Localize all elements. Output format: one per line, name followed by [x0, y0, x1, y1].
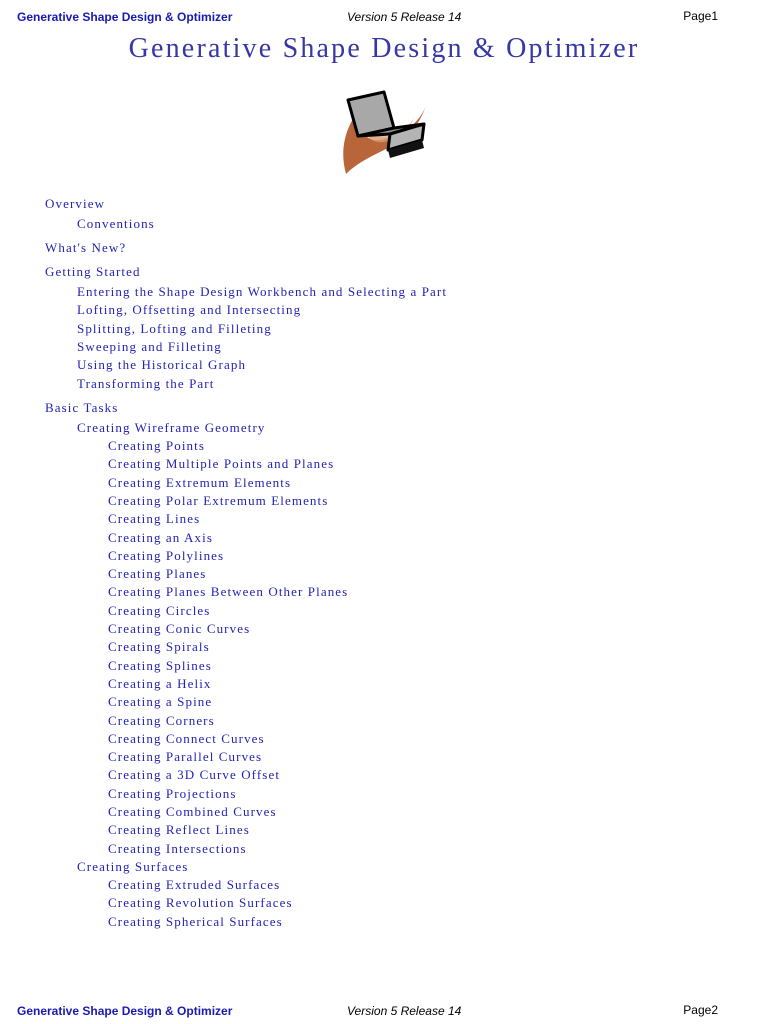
toc-link-basic-tasks[interactable]: Basic Tasks: [45, 400, 119, 415]
toc-link[interactable]: Creating Lines: [108, 511, 201, 527]
toc-link-whats-new[interactable]: What's New?: [45, 240, 127, 255]
toc-link-creating-surfaces[interactable]: Creating Surfaces: [77, 859, 189, 874]
toc-link-getting-started[interactable]: Getting Started: [45, 264, 141, 279]
toc-link[interactable]: Creating Points: [108, 438, 206, 453]
toc-link[interactable]: Creating Spherical Surfaces: [108, 913, 283, 929]
toc-link-conventions[interactable]: Conventions: [77, 216, 155, 231]
toc-link[interactable]: Creating Extruded Surfaces: [108, 877, 281, 892]
toc-link[interactable]: Creating Polylines: [108, 547, 225, 563]
toc-link[interactable]: Creating Planes Between Other Planes: [108, 584, 349, 600]
toc-link[interactable]: Lofting, Offsetting and Intersecting: [77, 302, 302, 318]
toc-link[interactable]: Creating Revolution Surfaces: [108, 895, 293, 911]
footer-page-number: Page2: [683, 1003, 718, 1017]
toc-link-overview[interactable]: Overview: [45, 196, 106, 211]
toc-link[interactable]: Creating Spirals: [108, 639, 210, 655]
toc-link[interactable]: Transforming the Part: [77, 375, 215, 391]
footer-version: Version 5 Release 14: [347, 1004, 462, 1018]
page-header: [0, 0, 768, 30]
footer-doc-title: Generative Shape Design & Optimizer: [17, 1004, 233, 1018]
toc-link[interactable]: Creating Splines: [108, 657, 212, 673]
toc-link[interactable]: Creating Conic Curves: [108, 621, 251, 636]
toc-link[interactable]: Using the Historical Graph: [77, 357, 247, 373]
toc-link-creating-wireframe-geometry[interactable]: Creating Wireframe Geometry: [77, 420, 266, 435]
page-footer: [0, 996, 768, 1024]
header-doc-title: Generative Shape Design & Optimizer: [17, 10, 233, 24]
shape-design-workbench-icon: [338, 88, 430, 176]
toc-link[interactable]: Creating a Spine: [108, 694, 213, 710]
toc-link[interactable]: Sweeping and Filleting: [77, 338, 222, 354]
toc-link[interactable]: Creating Planes: [108, 566, 207, 582]
toc-link[interactable]: Creating a Helix: [108, 675, 212, 691]
toc-link[interactable]: Creating Connect Curves: [108, 730, 265, 746]
toc-link[interactable]: Creating Multiple Points and Planes: [108, 456, 335, 472]
toc-link[interactable]: Creating an Axis: [108, 529, 213, 545]
header-page-number: Page1: [683, 9, 718, 23]
toc-link[interactable]: Creating Corners: [108, 712, 215, 728]
toc-link[interactable]: Creating Polar Extremum Elements: [108, 492, 329, 508]
toc-link[interactable]: Creating Extremum Elements: [108, 474, 292, 490]
toc-link[interactable]: Creating Combined Curves: [108, 804, 277, 819]
header-version: Version 5 Release 14: [347, 10, 462, 24]
toc-link[interactable]: Creating Parallel Curves: [108, 749, 263, 765]
toc-link[interactable]: Entering the Shape Design Workbench and Selecting a Part: [77, 284, 448, 299]
toc-link[interactable]: Creating a 3D Curve Offset: [108, 767, 281, 783]
toc-link[interactable]: Creating Circles: [108, 602, 211, 618]
toc-link[interactable]: Creating Intersections: [108, 840, 247, 856]
toc-link[interactable]: Creating Projections: [108, 785, 237, 801]
toc-link[interactable]: Splitting, Lofting and Filleting: [77, 320, 272, 336]
document-title: Generative Shape Design & Optimizer: [128, 33, 640, 64]
toc-link[interactable]: Creating Reflect Lines: [108, 822, 250, 838]
